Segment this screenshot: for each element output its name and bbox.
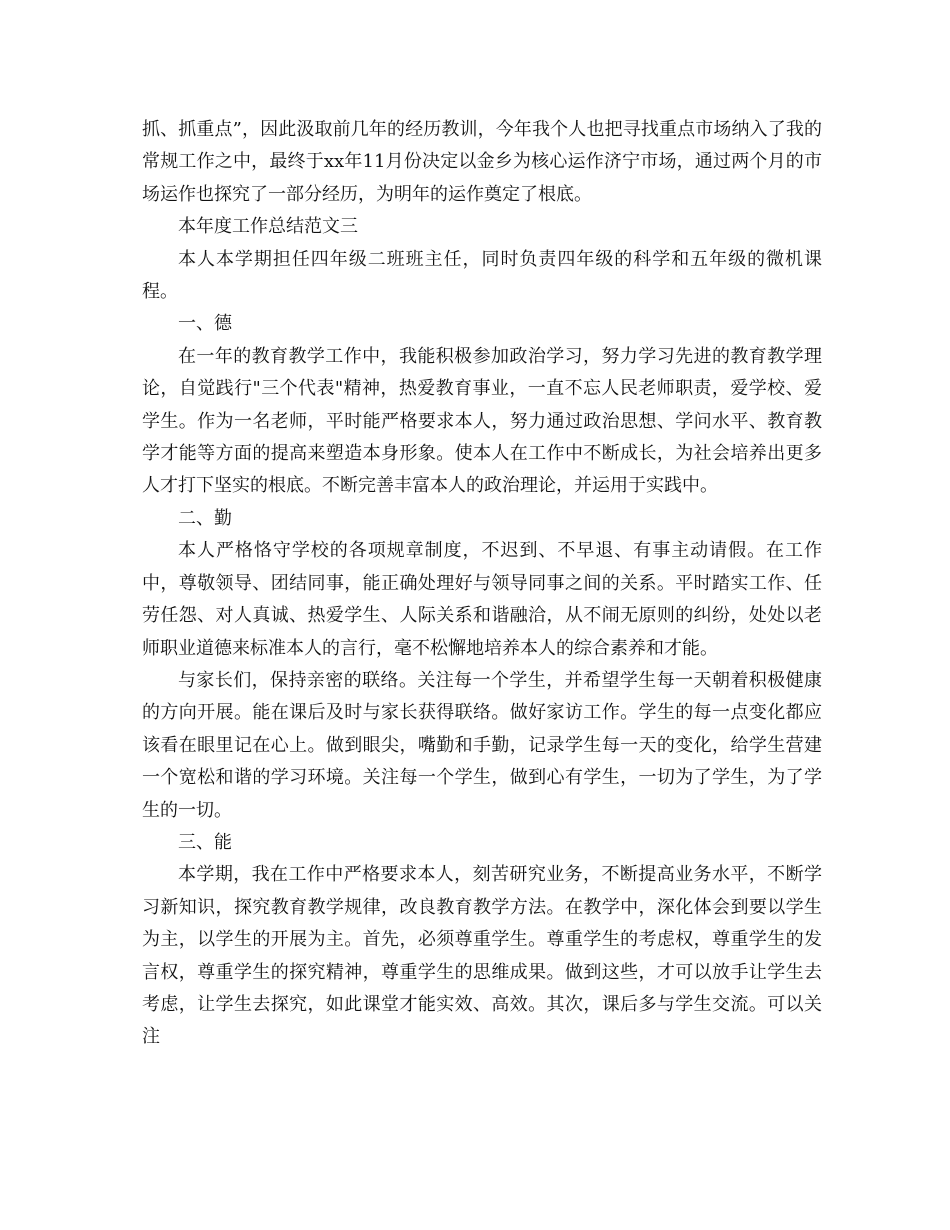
paragraph: 与家长们，保持亲密的联络。关注每一个学生，并希望学生每一天朝着积极健康的方向开展。能在课后及时与家长获得联络。做好家访工作。学生的每一点变化都应该看在眼里记在心上。做到眼尖，嘴勤和手勤，记录学生每一天的变化，给学生营建一个宽松和谐的学习环境。关注每一个学生，做到心有学生，一切为了学生，为了学生的一切。 bbox=[142, 669, 822, 821]
subheading-neng: 三、能 bbox=[178, 831, 232, 853]
document-body bbox=[142, 114, 822, 1054]
paragraph-continued: 抓、抓重点”，因此汲取前几年的经历教训，今年我个人也把寻找重点市场纳入了我的常规工作之中，最终于xx年11月份决定以金乡为核心运作济宁市场，通过两个月的市场运作也探究了一部分经历，为明年的运作奠定了根底。 bbox=[142, 119, 822, 205]
paragraph: 本人本学期担任四年级二班班主任，同时负责四年级的科学和五年级的微机课程。 bbox=[142, 248, 822, 303]
paragraph: 本学期，我在工作中严格要求本人，刻苦研究业务，不断提高业务水平，不断学习新知识，探究教育教学规律，改良教育教学方法。在教学中，深化体会到要以学生为主，以学生的开展为主。首先，必须尊重学生。尊重学生的考虑权，尊重学生的发言权，尊重学生的探究精神，尊重学生的思维成果。做到这些，才可以放手让学生去考虑，让学生去探究，如此课堂才能实效、高效。其次，课后多与学生交流。可以关注 bbox=[142, 864, 822, 1048]
subheading-qin: 二、勤 bbox=[178, 507, 232, 529]
section-heading: 本年度工作总结范文三 bbox=[178, 216, 358, 238]
paragraph: 本人严格恪守学校的各项规章制度，不迟到、不早退、有事主动请假。在工作中，尊敬领导、团结同事，能正确处理好与领导同事之间的关系。平时踏实工作、任劳任怨、对人真诚、热爱学生、人际关系和谐融洽，从不闹无原则的纠纷，处处以老师职业道德来标准本人的言行，毫不松懈地培养本人的综合素养和才能。 bbox=[142, 540, 822, 659]
subheading-de: 一、德 bbox=[178, 313, 232, 335]
paragraph: 在一年的教育教学工作中，我能积极参加政治学习，努力学习先进的教育教学理论，自觉践行"三个代表"精神，热爱教育事业，一直不忘人民老师职责，爱学校、爱学生。作为一名老师，平时能严格要求本人，努力通过政治思想、学问水平、教育教学才能等方面的提高来塑造本身形象。使本人在工作中不断成长，为社会培养出更多人才打下坚实的根底。不断完善丰富本人的政治理论，并运用于实践中。 bbox=[142, 345, 822, 497]
